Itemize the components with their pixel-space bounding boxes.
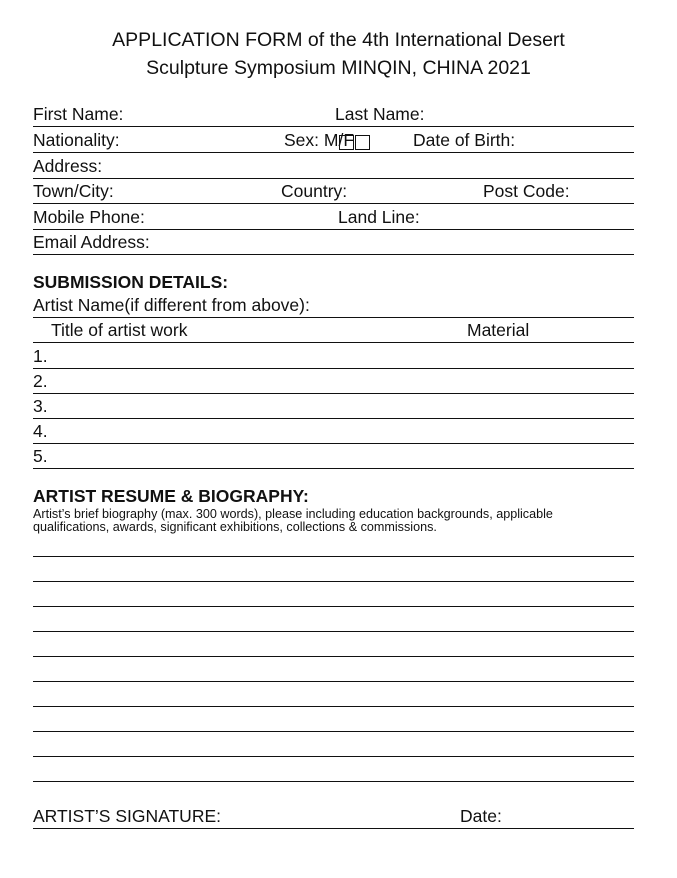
work-row-number: 1. — [33, 346, 48, 366]
mobile-phone-label: Mobile Phone: — [33, 207, 145, 227]
name-row[interactable] — [33, 101, 634, 127]
resume-heading: ARTIST RESUME & BIOGRAPHY: — [33, 486, 309, 506]
sex-field — [284, 130, 354, 151]
work-table-header — [33, 317, 634, 343]
biography-line[interactable] — [33, 731, 634, 732]
biography-line[interactable] — [33, 581, 634, 582]
work-row-3[interactable] — [33, 393, 634, 419]
nationality-row[interactable] — [33, 127, 634, 153]
work-row-number: 3. — [33, 396, 48, 416]
town-label: Town/City: — [33, 181, 114, 201]
material-column-header: Material — [467, 320, 530, 340]
signature-row[interactable] — [33, 803, 634, 829]
biography-line[interactable] — [33, 631, 634, 632]
signature-label: ARTIST’S SIGNATURE: — [33, 806, 221, 826]
resume-description-line-2: qualifications, awards, significant exhibitions, collections & commissions. — [33, 520, 437, 534]
work-row-number: 5. — [33, 446, 48, 466]
address-label: Address: — [33, 156, 103, 176]
form-title-line-2: Sculpture Symposium MINQIN, CHINA 2021 — [146, 57, 531, 79]
sex-label: Sex: M — [284, 130, 339, 150]
first-name-label: First Name: — [33, 104, 124, 124]
title-column-header: Title of artist work — [51, 320, 188, 340]
post-code-label: Post Code: — [483, 181, 570, 201]
biography-line[interactable] — [33, 781, 634, 782]
biography-line[interactable] — [33, 681, 634, 682]
email-row[interactable] — [33, 229, 634, 255]
last-name-label: Last Name: — [335, 104, 425, 124]
nationality-label: Nationality: — [33, 130, 120, 150]
biography-line[interactable] — [33, 606, 634, 607]
biography-line[interactable] — [33, 556, 634, 557]
dob-label: Date of Birth: — [413, 130, 516, 150]
work-row-number: 2. — [33, 371, 48, 391]
biography-line[interactable] — [33, 656, 634, 657]
land-line-label: Land Line: — [338, 207, 420, 227]
work-row-4[interactable] — [33, 418, 634, 444]
work-row-5[interactable] — [33, 443, 634, 469]
signature-date-label: Date: — [460, 806, 502, 826]
female-checkbox[interactable] — [355, 135, 370, 150]
artist-name-row[interactable] — [33, 292, 634, 318]
artist-name-label: Artist Name(if different from above): — [33, 295, 310, 315]
male-checkbox[interactable] — [339, 135, 354, 150]
form-title-line-1: APPLICATION FORM of the 4th International Desert — [112, 29, 565, 51]
work-row-number: 4. — [33, 421, 48, 441]
work-row-2[interactable] — [33, 368, 634, 394]
email-label: Email Address: — [33, 232, 150, 252]
phone-row[interactable] — [33, 204, 634, 230]
submission-heading: SUBMISSION DETAILS: — [33, 272, 229, 292]
country-label: Country: — [281, 181, 348, 201]
address-row[interactable] — [33, 153, 634, 179]
biography-line[interactable] — [33, 706, 634, 707]
town-row[interactable] — [33, 178, 634, 204]
resume-description-line-1: Artist’s brief biography (max. 300 words), please including education backgrounds, applicable — [33, 507, 553, 521]
work-row-1[interactable] — [33, 343, 634, 369]
sex-separator: /F — [338, 130, 355, 150]
biography-line[interactable] — [33, 756, 634, 757]
